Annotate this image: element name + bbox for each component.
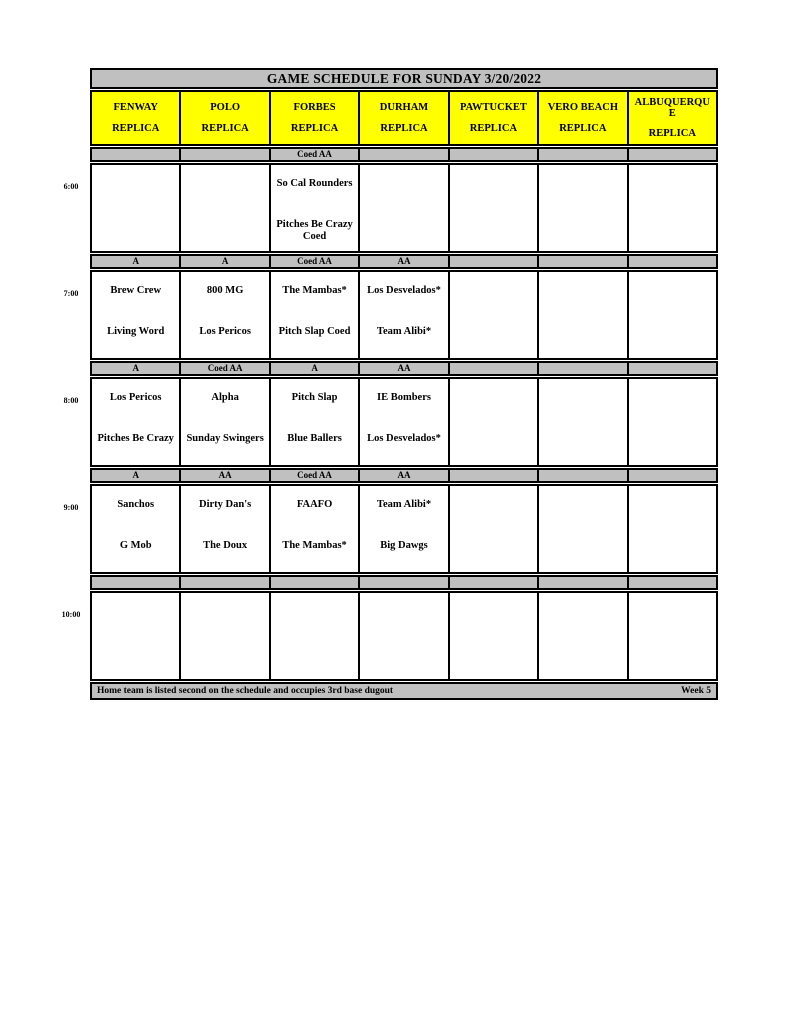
game-cell xyxy=(92,379,179,465)
division-cell-empty xyxy=(629,363,716,374)
field-header-pawtucket xyxy=(450,92,537,144)
game-cell-empty xyxy=(450,379,537,465)
game-row-grid xyxy=(92,272,716,358)
home-team-name: The Mambas* xyxy=(282,540,347,552)
division-row xyxy=(92,470,716,481)
field-name: DURHAM xyxy=(379,102,429,114)
game-cell-empty xyxy=(629,379,716,465)
game-cell-empty xyxy=(450,165,537,251)
week-label: Week 5 xyxy=(681,686,711,696)
division-cell-empty xyxy=(360,149,447,160)
home-team-name: Living Word xyxy=(107,326,165,338)
game-cell-empty xyxy=(360,593,447,679)
division-row-section xyxy=(90,254,718,269)
field-header-polo xyxy=(181,92,268,144)
home-team-name: Big Dawgs xyxy=(380,540,428,552)
division-cell-empty xyxy=(629,470,716,481)
field-header-forbes xyxy=(271,92,358,144)
division-row xyxy=(92,149,716,160)
game-cell-empty xyxy=(629,486,716,572)
division-label: Coed AA xyxy=(271,256,358,267)
away-team-name: The Mambas* xyxy=(282,285,347,296)
game-row-section xyxy=(63,163,718,253)
home-team-name: The Doux xyxy=(203,540,248,552)
division-row-section xyxy=(90,468,718,483)
game-cell xyxy=(271,165,358,251)
away-team-name: Team Alibi* xyxy=(376,499,432,510)
home-team-name: Pitches Be Crazy xyxy=(97,433,174,445)
home-team-name: Team Alibi* xyxy=(376,326,432,338)
away-team-name: Brew Crew xyxy=(110,285,162,296)
division-cell-empty xyxy=(539,256,626,267)
game-cell-empty xyxy=(450,593,537,679)
away-team-name: Los Pericos xyxy=(109,392,162,403)
schedule-table xyxy=(61,68,718,701)
game-cell-empty xyxy=(629,593,716,679)
home-team-name: Los Desvelados* xyxy=(367,433,441,445)
division-label: A xyxy=(271,363,358,374)
game-cell xyxy=(271,379,358,465)
division-cell-empty xyxy=(539,149,626,160)
game-cell-empty xyxy=(450,272,537,358)
division-label: Coed AA xyxy=(271,470,358,481)
division-label: AA xyxy=(360,363,447,374)
division-cell-empty xyxy=(629,577,716,588)
division-cell-empty xyxy=(450,470,537,481)
game-cell xyxy=(92,486,179,572)
division-cell-empty xyxy=(360,577,447,588)
game-row-section xyxy=(63,270,718,360)
time-label: 8:00 xyxy=(63,396,79,405)
game-cell-empty xyxy=(181,165,268,251)
game-cell-empty xyxy=(539,593,626,679)
away-team-name: Dirty Dan's xyxy=(199,499,252,510)
game-cell-empty xyxy=(539,379,626,465)
home-team-note: Home team is listed second on the schedule and occupies 3rd base dugout xyxy=(97,686,394,696)
division-label: AA xyxy=(181,470,268,481)
game-row-grid xyxy=(92,593,716,679)
field-header-vero-beach xyxy=(539,92,626,144)
division-cell-empty xyxy=(629,256,716,267)
game-cell xyxy=(92,272,179,358)
division-row xyxy=(92,363,716,374)
game-cell xyxy=(360,379,447,465)
field-type-label: REPLICA xyxy=(112,122,160,134)
division-cell-empty xyxy=(450,577,537,588)
footer-row xyxy=(92,684,716,698)
field-type-label: REPLICA xyxy=(380,122,428,134)
schedule-title: GAME SCHEDULE FOR SUNDAY 3/20/2022 xyxy=(92,70,716,87)
field-type-label: REPLICA xyxy=(290,122,339,134)
division-label: A xyxy=(92,470,179,481)
game-row-grid xyxy=(92,486,716,572)
game-row-grid xyxy=(92,379,716,465)
away-team-name: FAAFO xyxy=(296,499,333,510)
game-cell xyxy=(271,486,358,572)
division-label: A xyxy=(181,256,268,267)
division-cell-empty xyxy=(539,577,626,588)
division-cell-empty xyxy=(450,149,537,160)
division-label: AA xyxy=(360,256,447,267)
home-team-name: Pitches Be Crazy Coed xyxy=(276,219,353,243)
game-cell xyxy=(360,272,447,358)
time-label: 9:00 xyxy=(63,503,79,512)
footer-section xyxy=(90,682,718,700)
game-cell-empty xyxy=(360,165,447,251)
division-cell-empty xyxy=(450,256,537,267)
field-header-albuquerque xyxy=(629,92,716,144)
field-header-fenway xyxy=(92,92,179,144)
division-cell-empty xyxy=(181,577,268,588)
division-cell-empty xyxy=(92,577,179,588)
away-team-name: Sanchos xyxy=(117,499,155,510)
field-name: VERO BEACH xyxy=(547,102,618,114)
division-row xyxy=(92,577,716,588)
game-cell-empty xyxy=(539,165,626,251)
away-team-name: IE Bombers xyxy=(377,392,431,403)
game-cell-empty xyxy=(539,486,626,572)
game-cell xyxy=(271,272,358,358)
away-team-name: Alpha xyxy=(211,392,239,403)
game-cell-empty xyxy=(92,593,179,679)
field-name: FENWAY xyxy=(113,102,158,114)
game-row-grid xyxy=(92,165,716,251)
home-team-name: Sunday Swingers xyxy=(186,433,264,445)
home-team-name: G Mob xyxy=(119,540,152,552)
away-team-name: So Cal Rounders xyxy=(276,178,353,189)
field-header-durham xyxy=(360,92,447,144)
field-name: PAWTUCKET xyxy=(459,102,527,114)
division-cell-empty xyxy=(629,149,716,160)
game-cell-empty xyxy=(450,486,537,572)
home-team-name: Los Pericos xyxy=(199,326,251,338)
away-team-name: Los Desvelados* xyxy=(367,285,441,296)
game-cell xyxy=(181,379,268,465)
field-header-row xyxy=(92,92,716,144)
time-slot-rows xyxy=(61,147,718,681)
division-label: A xyxy=(92,256,179,267)
game-cell-empty xyxy=(181,593,268,679)
division-row-section xyxy=(90,147,718,162)
division-label: Coed AA xyxy=(181,363,268,374)
field-name: ALBUQUERQUE xyxy=(634,96,710,119)
time-label: 7:00 xyxy=(63,289,79,298)
home-team-name: Blue Ballers xyxy=(287,433,342,445)
division-cell-empty xyxy=(271,577,358,588)
division-cell-empty xyxy=(92,149,179,160)
time-label: 10:00 xyxy=(61,610,81,619)
division-cell-empty xyxy=(539,363,626,374)
division-cell-empty xyxy=(181,149,268,160)
division-row xyxy=(92,256,716,267)
game-row-section xyxy=(61,591,718,681)
field-name: FORBES xyxy=(293,102,336,114)
home-team-name: Pitch Slap Coed xyxy=(278,326,351,338)
division-label: A xyxy=(92,363,179,374)
division-cell-empty xyxy=(539,470,626,481)
division-row-section xyxy=(90,575,718,590)
division-row-section xyxy=(90,361,718,376)
game-cell xyxy=(181,272,268,358)
game-row-section xyxy=(63,484,718,574)
away-team-name: Pitch Slap xyxy=(291,392,338,403)
game-cell xyxy=(181,486,268,572)
game-cell-empty xyxy=(629,165,716,251)
game-cell-empty xyxy=(629,272,716,358)
field-type-label: REPLICA xyxy=(648,128,696,139)
field-header-section xyxy=(90,90,718,146)
game-cell-empty xyxy=(92,165,179,251)
game-cell-empty xyxy=(539,272,626,358)
time-label: 6:00 xyxy=(63,182,79,191)
division-label: Coed AA xyxy=(271,149,358,160)
division-label: AA xyxy=(360,470,447,481)
field-type-label: REPLICA xyxy=(201,122,249,134)
field-type-label: REPLICA xyxy=(559,122,607,134)
field-name: POLO xyxy=(210,102,241,114)
division-cell-empty xyxy=(450,363,537,374)
away-team-name: 800 MG xyxy=(206,285,244,296)
game-cell xyxy=(360,486,447,572)
title-section xyxy=(90,68,718,89)
game-row-section xyxy=(63,377,718,467)
game-cell-empty xyxy=(271,593,358,679)
field-type-label: REPLICA xyxy=(469,122,518,134)
